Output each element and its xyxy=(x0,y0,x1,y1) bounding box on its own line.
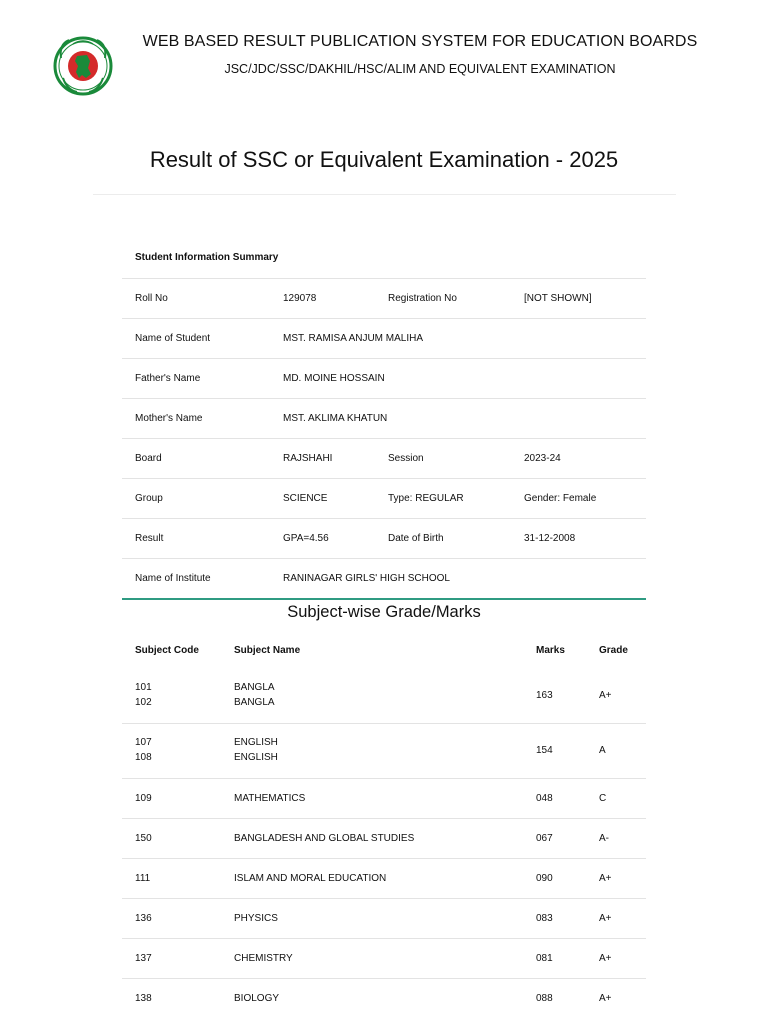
subject-code: 107 xyxy=(135,737,152,748)
subject-grade: A- xyxy=(599,833,609,844)
registration-value: [NOT SHOWN] xyxy=(524,293,592,304)
roll-label: Roll No xyxy=(135,293,168,304)
father-name-label: Father's Name xyxy=(135,373,201,384)
table-row xyxy=(122,858,646,898)
subject-name: BANGLADESH AND GLOBAL STUDIES xyxy=(234,833,415,844)
dob-label: Date of Birth xyxy=(388,533,444,544)
subject-name-cell xyxy=(234,736,278,765)
subject-grade: A+ xyxy=(599,913,612,924)
page-header xyxy=(0,0,768,110)
registration-label: Registration No xyxy=(388,293,457,304)
subject-grade: C xyxy=(599,793,607,804)
system-title: WEB BASED RESULT PUBLICATION SYSTEM FOR EDUCATION BOARDS xyxy=(142,33,698,50)
table-row xyxy=(122,938,646,978)
subject-code: 109 xyxy=(135,793,152,804)
student-name-value: MST. RAMISA ANJUM MALIHA xyxy=(283,333,424,344)
subject-code-cell xyxy=(135,736,152,765)
col-subject-code: Subject Code xyxy=(135,645,199,656)
subject-marks: 163 xyxy=(536,690,553,701)
subject-name: ISLAM AND MORAL EDUCATION xyxy=(234,873,387,884)
subject-name: BANGLA xyxy=(234,696,275,708)
student-info-heading: Student Information Summary xyxy=(135,252,279,263)
table-row xyxy=(122,778,646,818)
table-row xyxy=(122,898,646,938)
session-label: Session xyxy=(388,453,424,464)
subject-grade: A+ xyxy=(599,873,612,884)
subject-code: 102 xyxy=(135,696,152,708)
subject-marks: 081 xyxy=(536,953,553,964)
subject-marks: 154 xyxy=(536,745,553,756)
table-row xyxy=(122,518,646,558)
subject-name: BIOLOGY xyxy=(234,993,280,1004)
subject-marks: 048 xyxy=(536,793,553,804)
group-value: SCIENCE xyxy=(283,493,328,504)
result-value: GPA=4.56 xyxy=(283,533,329,544)
subject-marks: 083 xyxy=(536,913,553,924)
session-value: 2023-24 xyxy=(524,453,561,464)
father-name-value: MD. MOINE HOSSAIN xyxy=(283,373,385,384)
subject-name: ENGLISH xyxy=(234,751,278,763)
subject-marks-table xyxy=(122,633,646,1018)
subject-code: 136 xyxy=(135,913,152,924)
table-row xyxy=(122,358,646,398)
board-label: Board xyxy=(135,453,162,464)
col-subject-name: Subject Name xyxy=(234,645,301,656)
subject-marks: 088 xyxy=(536,993,553,1004)
title-divider xyxy=(93,194,676,195)
subject-grade: A xyxy=(599,745,606,756)
subject-grades-heading: Subject-wise Grade/Marks xyxy=(287,603,481,621)
system-subtitle: JSC/JDC/SSC/DAKHIL/HSC/ALIM AND EQUIVALENT EXAMINATION xyxy=(224,62,616,76)
type-value: Type: REGULAR xyxy=(388,493,464,504)
subject-code: 137 xyxy=(135,953,152,964)
subject-code: 138 xyxy=(135,993,152,1004)
table-row xyxy=(122,558,646,600)
table-row xyxy=(122,398,646,438)
subject-marks: 090 xyxy=(536,873,553,884)
student-info-table xyxy=(122,240,646,600)
table-row xyxy=(122,978,646,1018)
table-row xyxy=(122,723,646,778)
table-header-row xyxy=(122,633,646,669)
subject-name: PHYSICS xyxy=(234,913,278,924)
result-label: Result xyxy=(135,533,164,544)
subject-marks: 067 xyxy=(536,833,553,844)
student-name-label: Name of Student xyxy=(135,333,211,344)
page-title: Result of SSC or Equivalent Examination - 2025 xyxy=(149,147,619,172)
table-row xyxy=(122,318,646,358)
board-value: RAJSHAHI xyxy=(283,453,333,464)
subject-code-cell xyxy=(135,681,152,710)
subject-grade: A+ xyxy=(599,953,612,964)
table-row xyxy=(122,278,646,318)
gender-value: Gender: Female xyxy=(524,493,597,504)
subject-name: CHEMISTRY xyxy=(234,953,293,964)
col-grade: Grade xyxy=(599,645,628,656)
subject-name: ENGLISH xyxy=(234,737,278,748)
roll-value: 129078 xyxy=(283,293,317,304)
col-marks: Marks xyxy=(536,645,565,656)
subject-name-cell xyxy=(234,681,275,710)
subject-grade: A+ xyxy=(599,690,612,701)
mother-name-label: Mother's Name xyxy=(135,413,203,424)
subject-name: BANGLA xyxy=(234,682,275,693)
institute-label: Name of Institute xyxy=(135,573,211,584)
subject-code: 150 xyxy=(135,833,152,844)
mother-name-value: MST. AKLIMA KHATUN xyxy=(283,413,388,424)
table-row xyxy=(122,669,646,723)
dob-value: 31-12-2008 xyxy=(524,533,576,544)
table-row xyxy=(122,818,646,858)
table-row xyxy=(122,438,646,478)
subject-name: MATHEMATICS xyxy=(234,793,306,804)
government-seal-icon xyxy=(53,28,113,104)
subject-code: 108 xyxy=(135,751,152,763)
institute-value: RANINAGAR GIRLS' HIGH SCHOOL xyxy=(283,573,450,584)
subject-grade: A+ xyxy=(599,993,612,1004)
subject-code: 111 xyxy=(135,873,151,884)
subject-code: 101 xyxy=(135,682,152,693)
group-label: Group xyxy=(135,493,163,504)
table-row xyxy=(122,478,646,518)
